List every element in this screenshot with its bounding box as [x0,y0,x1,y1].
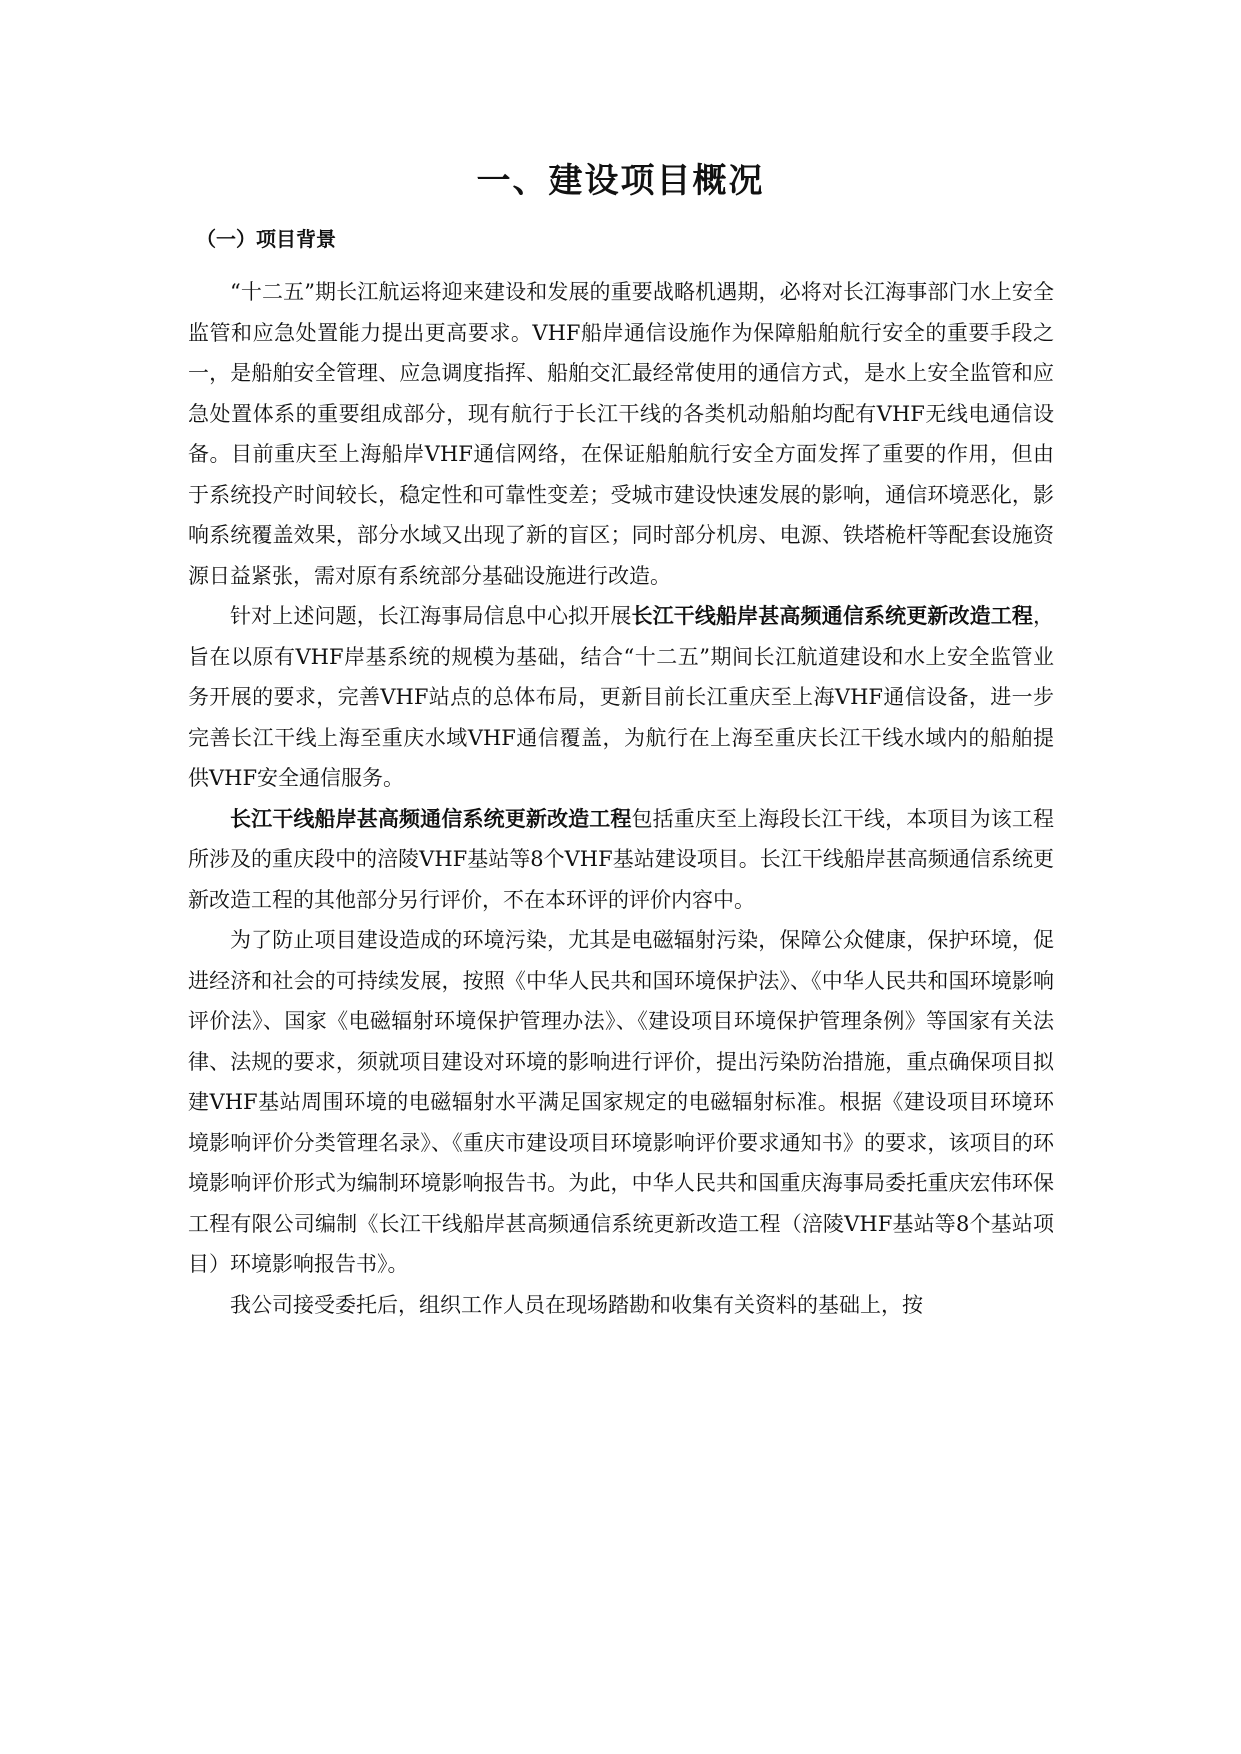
page-title: 一、建设项目概况 [476,161,765,201]
paragraph-regulations: 为了防止项目建设造成的环境污染，尤其是电磁辐射污染，保障公众健康，保护环境，促进经济和社会的可持续发展，按照《中华人民共和国环境保护法》、《中华人民共和国环境影响评价法》、国家《电磁辐射环境保护管理办法》、《建设项目环境保护管理条例》等国家有关法律、法规的要求，须就项目建设对环境的影响进行评价，提出污染防治措施，重点确保项目拟建VHF基站周围环境的电磁辐射水平满足国家规定的电磁辐射标准。根据《建设项目环境环境影响评价分类管理名录》、《重庆市建设项目环境影响评价要求通知书》的要求，该项目的环境影响评价形式为编制环境影响报告书。为此，中华人民共和国重庆海事局委托重庆宏伟环保工程有限公司编制《长江干线船岸甚高频通信系统更新改造工程（涪陵VHF基站等8个基站项目）环境影响报告书》。 [188,928,1054,1276]
paragraph-project-scope [188,799,1054,921]
paragraph-project-plan [188,596,1054,799]
project-name-bold: 长江干线船岸甚高频通信系统更新改造工程 [230,806,632,831]
paragraph-lead: 针对上述问题，长江海事局信息中心拟开展 [230,604,632,628]
project-name-bold: 长江干线船岸甚高频通信系统更新改造工程 [631,604,1033,628]
paragraph-commission: 我公司接受委托后，组织工作人员在现场踏勘和收集有关资料的基础上，按 [230,1292,923,1317]
paragraph-background: “十二五”期长江航运将迎来建设和发展的重要战略机遇期，必将对长江海事部门水上安全监管和应急处置能力提出更高要求。VHF船岸通信设施作为保障船舶航行安全的重要手段之一，是船舶安全管理、应急调度指挥、船舶交汇最经常使用的通信方式，是水上安全监管和应急处置体系的重要组成部分，现有航行于长江干线的各类机动船舶均配有VHF无线电通信设备。目前重庆至上海船岸VHF通信网络，在保证船舶航行安全方面发挥了重要的作用，但由于系统投产时间较长，稳定性和可靠性变差；受城市建设快速发展的影响，通信环境恶化，影响系统覆盖效果，部分水域又出现了新的盲区；同时部分机房、电源、铁塔桅杆等配套设施资源日益紧张，需对原有系统部分基础设施进行改造。 [188,280,1054,588]
paragraph-rest: ，旨在以原有VHF岸基系统的规模为基础，结合“十二五”期间长江航道建设和水上安全监管业务开展的要求，完善VHF站点的总体布局，更新目前长江重庆至上海VHF通信设备，进一步完善长江干线上海至重庆水域VHF通信覆盖，为航行在上海至重庆长江干线水域内的船舶提供VHF安全通信服务。 [188,604,1054,790]
section-heading: （一）项目背景 [196,227,336,251]
paragraph-rest: 包括重庆至上海段长江干线，本项目为该工程所涉及的重庆段中的涪陵VHF基站等8个VHF基站建设项目。长江干线船岸甚高频通信系统更新改造工程的其他部分另行评价，不在本环评的评价内容中。 [188,806,1054,912]
body-text [188,272,1054,1325]
